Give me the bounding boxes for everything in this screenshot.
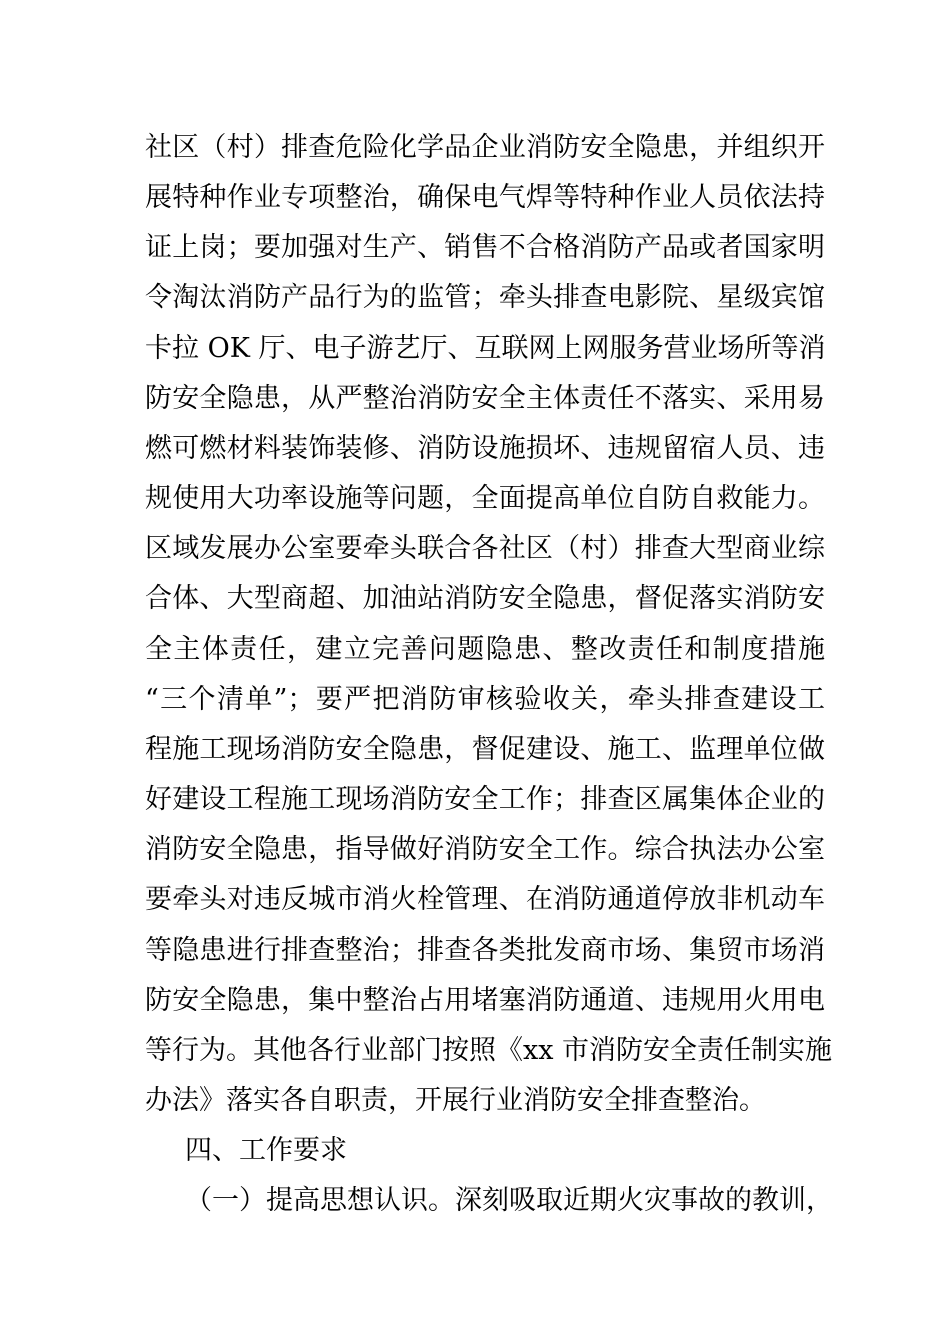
section-heading: 四、工作要求 xyxy=(185,1135,347,1166)
body-line-9: 区域发展办公室要牵头联合各社区（村）排查大型商业综 xyxy=(145,533,825,564)
body-line-17: 等隐患进行排查整治；排查各类批发商市场、集贸市场消 xyxy=(145,935,825,966)
body-line-7: 燃可燃材料装饰装修、消防设施损坏、违规留宿人员、违 xyxy=(145,433,825,464)
body-line-3: 证上岗；要加强对生产、销售不合格消防产品或者国家明 xyxy=(145,232,825,263)
body-line-15: 消防安全隐患，指导做好消防安全工作。综合执法办公室 xyxy=(145,834,825,865)
body-line-2: 展特种作业专项整治，确保电气焊等特种作业人员依法持 xyxy=(145,182,825,213)
body-line-1: 社区（村）排查危险化学品企业消防安全隐患，并组织开 xyxy=(145,132,825,163)
body-line-13: 程施工现场消防安全隐患，督促建设、施工、监理单位做 xyxy=(145,734,825,765)
body-line-6: 防安全隐患，从严整治消防安全主体责任不落实、采用易 xyxy=(145,383,825,414)
body-line-10: 合体、大型商超、加油站消防安全隐患，督促落实消防安 xyxy=(145,583,825,614)
body-line-14: 好建设工程施工现场消防安全工作；排查区属集体企业的 xyxy=(145,784,825,815)
body-line-19: 等行为。其他各行业部门按照《xx 市消防安全责任制实施 xyxy=(145,1035,833,1066)
body-line-5: 卡拉 OK 厅、电子游艺厅、互联网上网服务营业场所等消 xyxy=(145,333,826,364)
body-line-20: 办法》落实各自职责，开展行业消防安全排查整治。 xyxy=(145,1085,766,1116)
body-line-16: 要牵头对违反城市消火栓管理、在消防通道停放非机动车 xyxy=(145,884,825,915)
body-line-4: 令淘汰消防产品行为的监管；牵头排查电影院、星级宾馆 xyxy=(145,282,825,313)
body-line-11: 全主体责任，建立完善问题隐患、整改责任和制度措施 xyxy=(145,634,825,665)
body-line-18: 防安全隐患，集中整治占用堵塞消防通道、违规用火用电 xyxy=(145,985,825,1016)
body-line-8: 规使用大功率设施等问题，全面提高单位自防自救能力。 xyxy=(145,483,825,514)
body-line-12: “三个清单”；要严把消防审核验收关，牵头排查建设工 xyxy=(145,684,825,715)
subsection-line: （一）提高思想认识。深刻吸取近期火灾事故的教训， xyxy=(185,1185,833,1216)
